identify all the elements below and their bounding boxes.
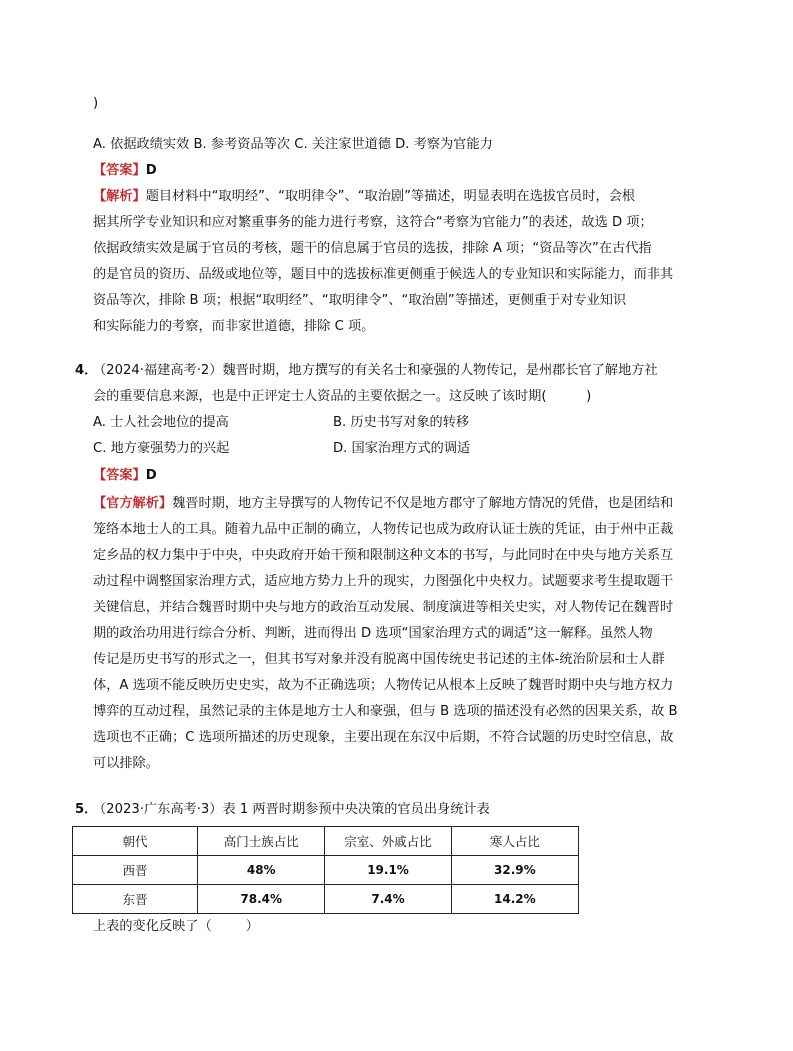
analysis-line: 和实际能力的考察，而非家世道德，排除 C 项。 — [93, 319, 375, 334]
table-header-cell: 高门士族占比 — [198, 827, 325, 856]
q4-option-c: C. 地方豪强势力的兴起 — [93, 441, 230, 456]
q4-option-a: A. 士人社会地位的提高 — [93, 415, 229, 430]
analysis-line: 【官方解析】魏晋时期，地方主导撰写的人物传记不仅是地方郡守了解地方情况的凭借，也是团结和 — [93, 496, 674, 511]
q3-answer — [93, 158, 733, 184]
analysis-line: 关键信息，并结合魏晋时期中央与地方的政治互动发展、制度演进等相关史实，对人物传记在魏晋时 — [93, 600, 674, 615]
statistics-table — [72, 826, 579, 914]
table-row — [73, 856, 579, 885]
analysis-tag: 【官方解析】 — [93, 496, 173, 511]
table-cell: 78.4% — [198, 885, 325, 914]
question-number-5: 5． — [75, 802, 98, 817]
analysis-line: 资品等次，排除 B 项；根据“取明经”、“取明律令”、“取治剧”等描述，更侧重于对专业知识 — [93, 293, 627, 308]
analysis-line: 依据政绩实效是属于官员的考核，题干的信息属于官员的选拔，排除 A 项；“资品等次”在古代指 — [93, 241, 652, 256]
analysis-line: 笼络本地士人的工具。随着九品中正制的确立，人物传记也成为政府认证士族的凭证，由于州中正裁 — [93, 522, 674, 537]
table-header-row — [73, 827, 579, 856]
table-cell: 19.1% — [325, 856, 451, 885]
answer-tag: 【答案】 — [93, 468, 146, 483]
q4-option-d: D. 国家治理方式的调适 — [333, 441, 471, 456]
q3-options: A. 依据政绩实效 B. 参考资品等次 C. 关注家世道德 D. 考察为官能力 — [93, 137, 493, 152]
analysis-line: 定乡品的权力集中于中央，中央政府开始干预和限制这种文本的书写，与此同时在中央与地方关系互 — [93, 548, 674, 563]
table-cell: 东晋 — [73, 885, 198, 914]
question-paren-close: ) — [93, 96, 99, 111]
q4-analysis — [93, 491, 719, 777]
q4-option-b: B. 历史书写对象的转移 — [333, 415, 470, 430]
table-cell: 48% — [198, 856, 325, 885]
stem-line: 会的重要信息来源，也是中正评定士人资品的主要依据之一。这反映了该时期( ) — [93, 389, 592, 404]
answer-value: D — [145, 163, 157, 178]
table-header-cell: 寒人占比 — [451, 827, 578, 856]
analysis-line: 选项也不正确；C 选项所描述的历史现象，主要出现在东汉中后期，不符合试题的历史时空信息，故 — [93, 730, 674, 745]
stem-line: （2024·福建高考·2）魏晋时期，地方撰写的有关名士和豪强的人物传记，是州郡长官了解地方社 — [93, 363, 658, 378]
table-cell: 32.9% — [451, 856, 578, 885]
analysis-line: 传记是历史书写的形式之一，但其书写对象并没有脱离中国传统史书记述的主体-统治阶层和士人群 — [93, 652, 665, 667]
table-cell: 7.4% — [325, 885, 451, 914]
analysis-tag: 【解析】 — [93, 189, 146, 204]
analysis-line: 【解析】题目材料中“取明经”、“取明律令”、“取治剧”等描述，明显表明在选拔官员时，会根 — [93, 189, 636, 204]
q3-analysis — [93, 184, 719, 340]
q5-stem: （2023·广东高考·3）表 1 两晋时期参预中央决策的官员出身统计表 — [93, 802, 490, 817]
q5-follow-up: 上表的变化反映了（ ） — [93, 919, 259, 934]
analysis-line: 期的政治功用进行综合分析、判断，进而得出 D 选项“国家治理方式的调适”这一解释。虽然人物 — [93, 626, 653, 641]
table-header-cell: 朝代 — [73, 827, 198, 856]
answer-tag: 【答案】 — [93, 163, 146, 178]
analysis-line: 体，A 选项不能反映历史史实，故为不正确选项；人物传记从根本上反映了魏晋时期中央与地方权力 — [93, 678, 674, 693]
analysis-line: 的是官员的资历、品级或地位等，题目中的选拔标准更侧重于候选人的专业知识和实际能力，而非其 — [93, 267, 674, 282]
analysis-line: 博弈的互动过程，虽然记录的主体是地方士人和豪强，但与 B 选项的描述没有必然的因果关系，故 B — [93, 704, 678, 719]
answer-value: D — [145, 468, 157, 483]
analysis-line: 动过程中调整国家治理方式，适应地方势力上升的现实，力图强化中央权力。试题要求考生提取题干 — [93, 574, 674, 589]
table-row — [73, 885, 579, 914]
table-cell: 西晋 — [73, 856, 198, 885]
table-header-cell: 宗室、外戚占比 — [325, 827, 451, 856]
analysis-line: 可以排除。 — [93, 756, 159, 771]
table-cell: 14.2% — [451, 885, 578, 914]
question-number-4: 4． — [75, 363, 98, 378]
q4-stem — [93, 358, 719, 410]
analysis-line: 据其所学专业知识和应对繁重事务的能力进行考察，这符合“考察为官能力”的表述，故选 D 项； — [93, 215, 653, 230]
q4-answer — [93, 463, 733, 489]
